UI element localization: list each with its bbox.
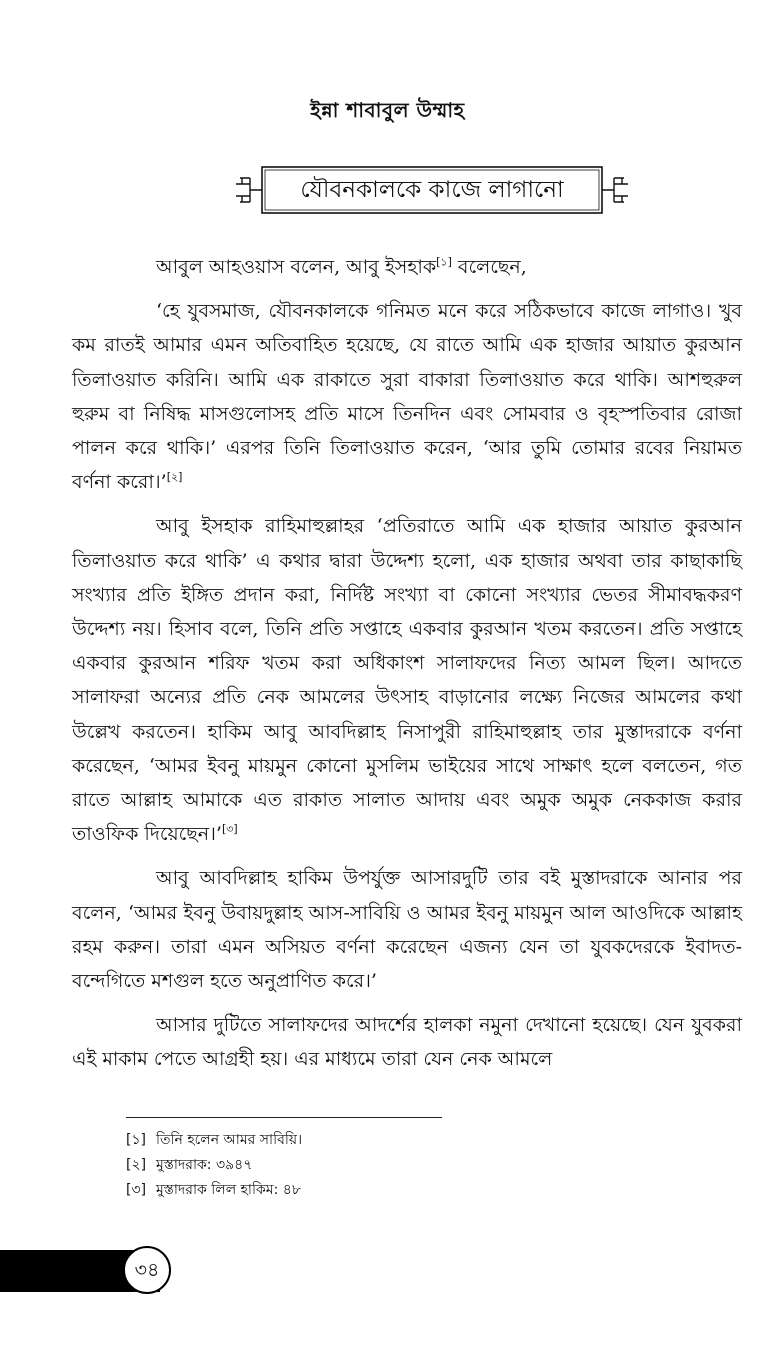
chapter-title: যৌবনকালকে কাজে লাগানো xyxy=(300,177,564,203)
footnote-mark: [৩] xyxy=(126,1182,147,1198)
paragraph: আসার দুটিতে সালাফদের আদর্শের হালকা নমুনা দেখানো হয়েছে। যেন যুবকরা এই মাকাম পেতে আগ্রহী হয়। এর মাধ্যমে তারা যেন নেক আমলে xyxy=(72,1014,742,1071)
footnote-ref[interactable]: [৩] xyxy=(221,822,238,836)
running-header: ইন্না শাবাবুল উম্মাহ xyxy=(310,98,465,122)
footnote-text: তিনি হলেন আমর সাবিয়ি। xyxy=(156,1132,303,1148)
paragraph: আবু আবদিল্লাহ হাকিম উপর্যুক্ত আসারদুটি তার বই মুস্তাদরাকে আনার পর বলেন, ‘আমর ইবনু উবায়দুল্লাহ আস-সাবিয়ি ও আমর ইবনু মায়মুন আল আওদিকে আল্লাহ রহম করুন। তারা এমন অসিয়ত বর্ণনা করেছেন এজন্য যেন তা যুবকদেরকে ইবাদত-বন্দেগিতে মশগুল হতে অনুপ্রাণিত করে।’ xyxy=(72,867,742,993)
paragraph: আবুল আহওয়াস বলেন, আবু ইসহাক[১] বলেছেন, xyxy=(156,255,527,278)
footnote xyxy=(126,1178,686,1203)
footnote-mark: [২] xyxy=(126,1157,147,1173)
footnote-text: মুস্তাদরাক লিল হাকিম: ৪৮ xyxy=(156,1182,301,1198)
footnote-divider xyxy=(126,1117,442,1118)
paragraph: ‘হে যুবসমাজ, যৌবনকালকে গনিমত মনে করে সঠিকভাবে কাজে লাগাও। খুব কম রাতই আমার এমন অতিবাহিত হয়েছে, যে রাতে আমি এক হাজার আয়াত কুরআন তিলাওয়াত করিনি। আমি এক রাকাতে সুরা বাকারা তিলাওয়াত করে থাকি। আশহুরুল হুরুম বা নিষিদ্ধ মাসগুলোসহ প্রতি মাসে তিনদিন এবং সোমবার ও বৃহস্পতিবার রোজা পালন করে থাকি।’ এরপর তিনি তিলাওয়াত করেন, ‘আর তুমি তোমার রবের নিয়ামত বর্ণনা করো।’[২] xyxy=(72,300,742,494)
footnote-text: মুস্তাদরাক: ৩৯৪৭ xyxy=(156,1157,253,1173)
footnote-ref[interactable]: [২] xyxy=(166,470,183,484)
paragraph: আবু ইসহাক রাহিমাহুল্লাহর ‘প্রতিরাতে আমি এক হাজার আয়াত কুরআন তিলাওয়াত করে থাকি’ এ কথার দ্বারা উদ্দেশ্য হলো, এক হাজার অথবা তার কাছাকাছি সংখ্যার প্রতি ইঙ্গিত প্রদান করা, নির্দিষ্ট সংখ্যা বা কোনো সংখ্যার ভেতর সীমাবদ্ধকরণ উদ্দেশ্য নয়। হিসাব বলে, তিনি প্রতি সপ্তাহে একবার কুরআন খতম করতেন। প্রতি সপ্তাহে একবার কুরআন শরিফ খতম করা অধিকাংশ সালাফদের নিত্য আমল ছিল। আদতে সালাফরা অন্যের প্রতি নেক আমলের উৎসাহ বাড়ানোর লক্ষ্যে নিজের আমলের কথা উল্লেখ করতেন। হাকিম আবু আবদিল্লাহ নিসাপুরী রাহিমাহুল্লাহ তার মুস্তাদরাকে বর্ণনা করেছেন, ‘আমর ইবনু মায়মুন কোনো মুসলিম ভাইয়ের সাথে সাক্ষাৎ হলে বলতেন, গত রাতে আল্লাহ আমাকে এত রাকাত সালাত আদায় এবং অমুক অমুক নেককাজ করার তাওফিক দিয়েছেন।’[৩] xyxy=(72,515,742,846)
body-text xyxy=(72,250,742,1087)
footnote xyxy=(126,1128,686,1153)
footnotes xyxy=(126,1128,686,1203)
footnote-ref[interactable]: [১] xyxy=(436,255,452,269)
chapter-title-banner xyxy=(232,164,632,216)
footnote xyxy=(126,1153,686,1178)
page-number: ৩৪ xyxy=(123,1246,171,1294)
footnote-mark: [১] xyxy=(126,1132,147,1148)
